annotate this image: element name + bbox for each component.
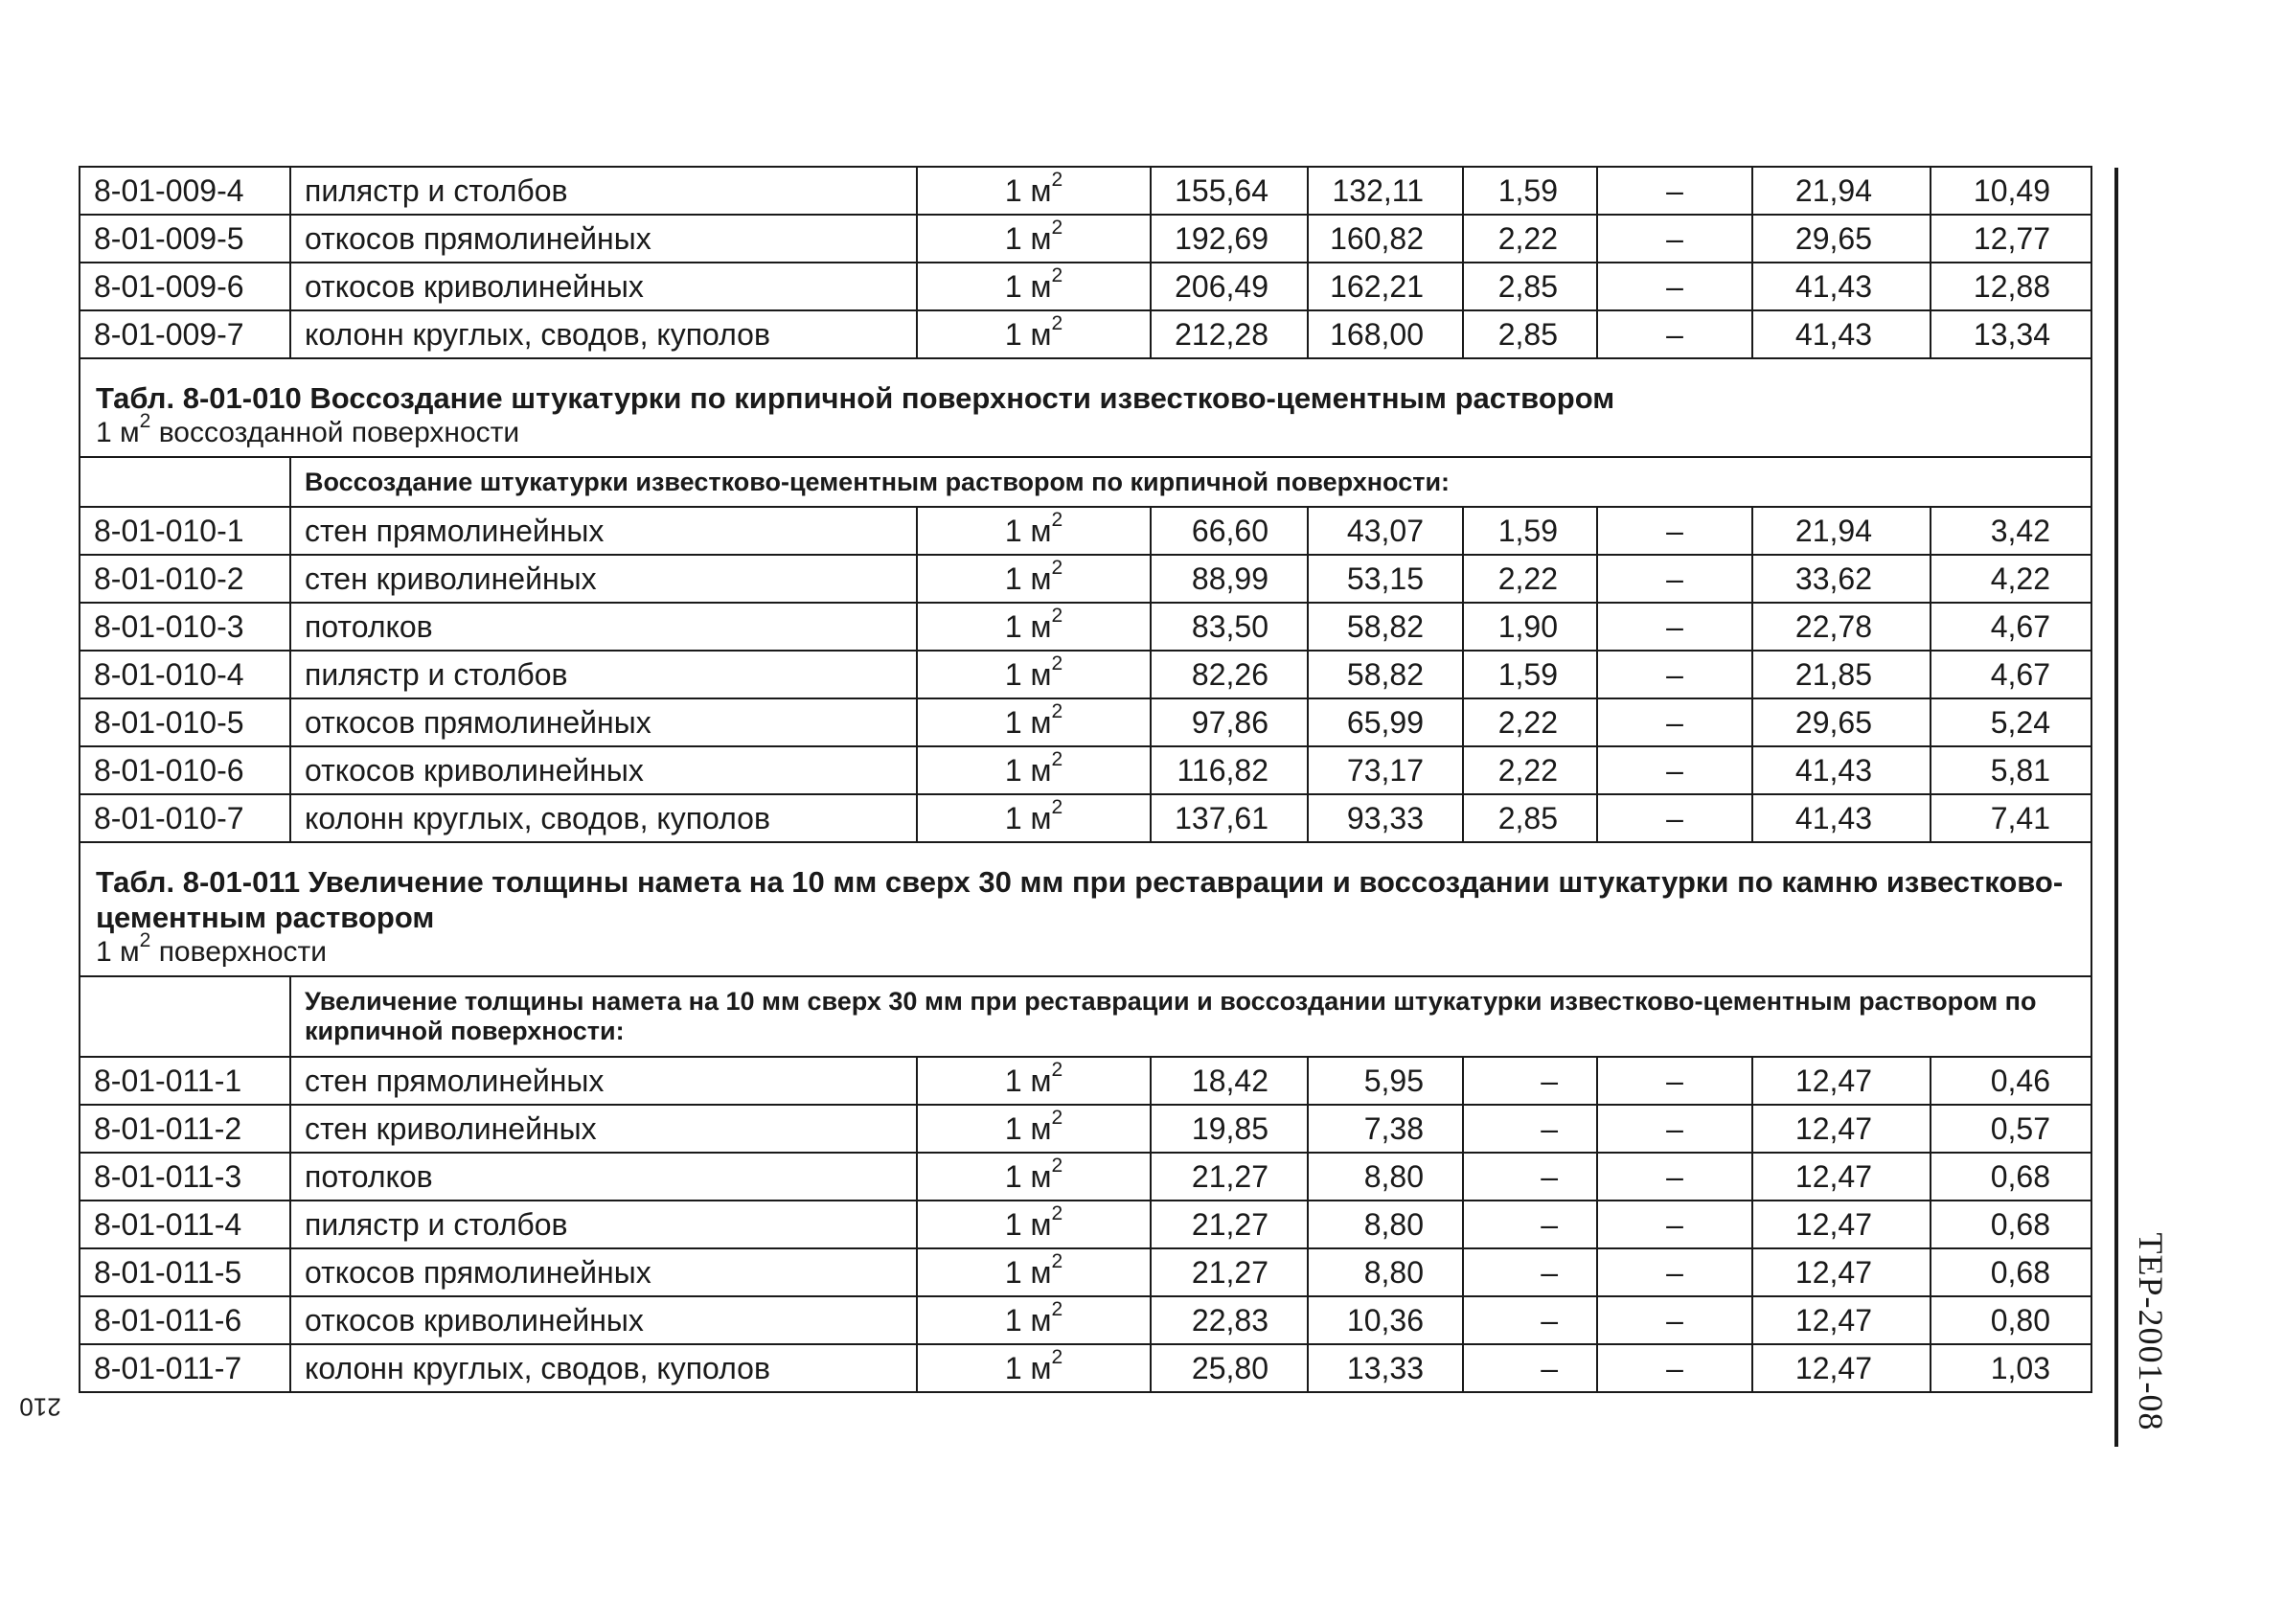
machine-cost: 2,85 (1463, 794, 1597, 842)
work-description: откосов прямолинейных (290, 1248, 917, 1296)
rate-code: 8-01-010-7 (80, 794, 290, 842)
machine-cost: 1,59 (1463, 167, 1597, 215)
machine-cost: 2,22 (1463, 698, 1597, 746)
machinist-labor-cost: – (1597, 1296, 1752, 1344)
labor-hours: 21,85 (1752, 651, 1931, 698)
machine-cost: 2,85 (1463, 263, 1597, 310)
unit-label: 1 м (1004, 221, 1052, 256)
labor-hours: 29,65 (1752, 698, 1931, 746)
labor-cost: 8,80 (1308, 1248, 1463, 1296)
labor-hours: 21,94 (1752, 167, 1931, 215)
labor-hours: 12,47 (1752, 1344, 1931, 1392)
unit-power: 2 (1051, 605, 1063, 628)
table-unit (96, 410, 2073, 450)
labor-cost: 5,95 (1308, 1057, 1463, 1105)
unit-cell (917, 310, 1151, 358)
direct-cost: 82,26 (1151, 651, 1308, 698)
work-description: стен криволинейных (290, 1105, 917, 1153)
unit-power: 2 (1051, 1059, 1063, 1082)
unit-power: 2 (1051, 312, 1063, 335)
work-description: откосов криволинейных (290, 263, 917, 310)
section-heading: Увеличение толщины намета на 10 мм сверх 30 мм при реставрации и воссоздании штукатурки известково-цементным раствором по кирпичной поверхности: (290, 976, 2091, 1057)
labor-hours: 12,47 (1752, 1201, 1931, 1248)
materials-cost: 0,68 (1931, 1153, 2091, 1201)
machinist-labor-cost: – (1597, 1344, 1752, 1392)
table-title: Табл. 8-01-010 Воссоздание штукатурки по кирпичной поверхности известково-цементным раствором (96, 381, 1615, 415)
materials-cost: 5,81 (1931, 746, 2091, 794)
work-description: потолков (290, 603, 917, 651)
work-description: откосов криволинейных (290, 746, 917, 794)
direct-cost: 21,27 (1151, 1201, 1308, 1248)
unit-label: 1 м (1004, 514, 1052, 548)
table-row (80, 1248, 2091, 1296)
table-row (80, 698, 2091, 746)
rate-code: 8-01-011-3 (80, 1153, 290, 1201)
unit-cell (917, 507, 1151, 555)
table-row (80, 167, 2091, 215)
labor-cost: 160,82 (1308, 215, 1463, 263)
work-description: откосов криволинейных (290, 1296, 917, 1344)
unit-label: 1 м (1004, 657, 1052, 692)
machine-cost: – (1463, 1248, 1597, 1296)
unit-cell (917, 1201, 1151, 1248)
machine-cost: 2,85 (1463, 310, 1597, 358)
table-row (80, 1105, 2091, 1153)
table-title: Табл. 8-01-011 Увеличение толщины намета на 10 мм сверх 30 мм при реставрации и воссоздании штукатурки по камню известково-цементным раствором (96, 865, 2064, 934)
machine-cost: 1,59 (1463, 507, 1597, 555)
direct-cost: 206,49 (1151, 263, 1308, 310)
unit-label: 1 м (1004, 753, 1052, 788)
materials-cost: 0,80 (1931, 1296, 2091, 1344)
unit-label: 1 м (96, 417, 140, 448)
table-row (80, 603, 2091, 651)
work-description: колонн круглых, сводов, куполов (290, 1344, 917, 1392)
margin-rule (2114, 168, 2118, 1447)
labor-hours: 33,62 (1752, 555, 1931, 603)
labor-cost: 93,33 (1308, 794, 1463, 842)
work-description: стен прямолинейных (290, 1057, 917, 1105)
direct-cost: 137,61 (1151, 794, 1308, 842)
rate-code: 8-01-010-5 (80, 698, 290, 746)
direct-cost: 25,80 (1151, 1344, 1308, 1392)
table-row (80, 1153, 2091, 1201)
unit-cell (917, 746, 1151, 794)
labor-hours: 12,47 (1752, 1105, 1931, 1153)
direct-cost: 66,60 (1151, 507, 1308, 555)
table-row (80, 310, 2091, 358)
unit-power: 2 (1051, 748, 1063, 771)
materials-cost: 3,42 (1931, 507, 2091, 555)
labor-cost: 73,17 (1308, 746, 1463, 794)
unit-label: 1 м (1004, 1303, 1052, 1338)
rates-table-body (80, 167, 2091, 1392)
direct-cost: 21,27 (1151, 1248, 1308, 1296)
direct-cost: 22,83 (1151, 1296, 1308, 1344)
unit-cell (917, 794, 1151, 842)
section-code-cell (80, 457, 290, 507)
machinist-labor-cost: – (1597, 215, 1752, 263)
materials-cost: 5,24 (1931, 698, 2091, 746)
direct-cost: 97,86 (1151, 698, 1308, 746)
machinist-labor-cost: – (1597, 263, 1752, 310)
rate-code: 8-01-010-6 (80, 746, 290, 794)
unit-power: 2 (1051, 169, 1063, 192)
work-description: колонн круглых, сводов, куполов (290, 310, 917, 358)
rates-table (79, 166, 2092, 1393)
unit-label: 1 м (1004, 1207, 1052, 1242)
unit-label: 1 м (1004, 609, 1052, 644)
machinist-labor-cost: – (1597, 1248, 1752, 1296)
rate-code: 8-01-011-4 (80, 1201, 290, 1248)
table-title-cell (80, 842, 2091, 976)
materials-cost: 12,88 (1931, 263, 2091, 310)
direct-cost: 155,64 (1151, 167, 1308, 215)
table-title-row (80, 842, 2091, 976)
unit-power: 2 (1051, 796, 1063, 819)
labor-hours: 12,47 (1752, 1296, 1931, 1344)
unit-power: 2 (1051, 1107, 1063, 1130)
materials-cost: 13,34 (1931, 310, 2091, 358)
labor-cost: 58,82 (1308, 603, 1463, 651)
table-row (80, 1057, 2091, 1105)
rate-code: 8-01-009-6 (80, 263, 290, 310)
materials-cost: 0,46 (1931, 1057, 2091, 1105)
machine-cost: – (1463, 1105, 1597, 1153)
unit-cell (917, 1057, 1151, 1105)
labor-cost: 162,21 (1308, 263, 1463, 310)
rate-code: 8-01-011-6 (80, 1296, 290, 1344)
unit-power: 2 (1051, 264, 1063, 287)
table-row (80, 507, 2091, 555)
unit-text: поверхности (158, 936, 327, 968)
labor-cost: 53,15 (1308, 555, 1463, 603)
labor-hours: 12,47 (1752, 1153, 1931, 1201)
rate-code: 8-01-010-2 (80, 555, 290, 603)
machinist-labor-cost: – (1597, 651, 1752, 698)
section-header-row (80, 976, 2091, 1057)
unit-cell (917, 555, 1151, 603)
labor-hours: 12,47 (1752, 1248, 1931, 1296)
direct-cost: 212,28 (1151, 310, 1308, 358)
unit-label: 1 м (1004, 1064, 1052, 1098)
section-header-row (80, 457, 2091, 507)
unit-label: 1 м (1004, 1351, 1052, 1385)
machine-cost: – (1463, 1201, 1597, 1248)
table-row (80, 1201, 2091, 1248)
labor-cost: 132,11 (1308, 167, 1463, 215)
unit-power: 2 (1051, 1155, 1063, 1178)
machinist-labor-cost: – (1597, 1057, 1752, 1105)
labor-hours: 12,47 (1752, 1057, 1931, 1105)
labor-cost: 10,36 (1308, 1296, 1463, 1344)
labor-hours: 21,94 (1752, 507, 1931, 555)
machine-cost: 2,22 (1463, 746, 1597, 794)
unit-cell (917, 215, 1151, 263)
machine-cost: – (1463, 1153, 1597, 1201)
page-number: 210 (19, 1392, 61, 1422)
rate-code: 8-01-009-5 (80, 215, 290, 263)
rate-code: 8-01-011-5 (80, 1248, 290, 1296)
rate-code: 8-01-010-1 (80, 507, 290, 555)
unit-power: 2 (1051, 509, 1063, 532)
table-title-row (80, 358, 2091, 457)
unit-power: 2 (1051, 1250, 1063, 1273)
labor-hours: 22,78 (1752, 603, 1931, 651)
labor-cost: 7,38 (1308, 1105, 1463, 1153)
unit-power: 2 (139, 929, 151, 951)
unit-label: 1 м (1004, 561, 1052, 596)
labor-cost: 13,33 (1308, 1344, 1463, 1392)
work-description: пилястр и столбов (290, 651, 917, 698)
machinist-labor-cost: – (1597, 310, 1752, 358)
materials-cost: 12,77 (1931, 215, 2091, 263)
unit-cell (917, 1296, 1151, 1344)
materials-cost: 4,22 (1931, 555, 2091, 603)
labor-hours: 41,43 (1752, 263, 1931, 310)
unit-label: 1 м (1004, 801, 1052, 835)
unit-cell (917, 1248, 1151, 1296)
machinist-labor-cost: – (1597, 1201, 1752, 1248)
machinist-labor-cost: – (1597, 698, 1752, 746)
table-unit (96, 929, 2073, 970)
table-row (80, 555, 2091, 603)
unit-label: 1 м (96, 936, 140, 968)
materials-cost: 1,03 (1931, 1344, 2091, 1392)
unit-label: 1 м (1004, 1159, 1052, 1194)
machine-cost: 1,59 (1463, 651, 1597, 698)
work-description: колонн круглых, сводов, куполов (290, 794, 917, 842)
unit-label: 1 м (1004, 317, 1052, 352)
rate-code: 8-01-011-7 (80, 1344, 290, 1392)
materials-cost: 10,49 (1931, 167, 2091, 215)
rate-code: 8-01-011-2 (80, 1105, 290, 1153)
table-row (80, 746, 2091, 794)
unit-label: 1 м (1004, 173, 1052, 208)
unit-cell (917, 263, 1151, 310)
table-row (80, 263, 2091, 310)
machine-cost: – (1463, 1296, 1597, 1344)
machine-cost: 2,22 (1463, 215, 1597, 263)
unit-cell (917, 167, 1151, 215)
table-row (80, 1344, 2091, 1392)
unit-power: 2 (1051, 700, 1063, 723)
table-row (80, 1296, 2091, 1344)
rate-code: 8-01-010-4 (80, 651, 290, 698)
table-title-cell (80, 358, 2091, 457)
work-description: пилястр и столбов (290, 167, 917, 215)
table-row (80, 794, 2091, 842)
unit-power: 2 (139, 410, 151, 432)
unit-label: 1 м (1004, 269, 1052, 304)
work-description: пилястр и столбов (290, 1201, 917, 1248)
unit-power: 2 (1051, 217, 1063, 240)
unit-power: 2 (1051, 1202, 1063, 1225)
labor-hours: 41,43 (1752, 310, 1931, 358)
work-description: откосов прямолинейных (290, 698, 917, 746)
direct-cost: 18,42 (1151, 1057, 1308, 1105)
rate-code: 8-01-010-3 (80, 603, 290, 651)
labor-hours: 41,43 (1752, 794, 1931, 842)
table-row (80, 215, 2091, 263)
machinist-labor-cost: – (1597, 1105, 1752, 1153)
direct-cost: 83,50 (1151, 603, 1308, 651)
rate-code: 8-01-009-7 (80, 310, 290, 358)
machinist-labor-cost: – (1597, 794, 1752, 842)
unit-label: 1 м (1004, 1255, 1052, 1290)
unit-cell (917, 698, 1151, 746)
labor-cost: 168,00 (1308, 310, 1463, 358)
unit-cell (917, 1153, 1151, 1201)
work-description: стен криволинейных (290, 555, 917, 603)
machine-cost: 2,22 (1463, 555, 1597, 603)
rate-code: 8-01-009-4 (80, 167, 290, 215)
direct-cost: 116,82 (1151, 746, 1308, 794)
unit-cell (917, 1344, 1151, 1392)
labor-cost: 65,99 (1308, 698, 1463, 746)
machinist-labor-cost: – (1597, 167, 1752, 215)
machine-cost: – (1463, 1344, 1597, 1392)
unit-power: 2 (1051, 557, 1063, 580)
materials-cost: 0,57 (1931, 1105, 2091, 1153)
labor-cost: 58,82 (1308, 651, 1463, 698)
unit-cell (917, 651, 1151, 698)
work-description: стен прямолинейных (290, 507, 917, 555)
unit-label: 1 м (1004, 705, 1052, 740)
section-code-cell (80, 976, 290, 1057)
unit-power: 2 (1051, 652, 1063, 675)
unit-power: 2 (1051, 1298, 1063, 1321)
machinist-labor-cost: – (1597, 507, 1752, 555)
direct-cost: 19,85 (1151, 1105, 1308, 1153)
machinist-labor-cost: – (1597, 603, 1752, 651)
unit-label: 1 м (1004, 1111, 1052, 1146)
unit-cell (917, 603, 1151, 651)
labor-hours: 41,43 (1752, 746, 1931, 794)
labor-hours: 29,65 (1752, 215, 1931, 263)
rate-code: 8-01-011-1 (80, 1057, 290, 1105)
unit-text: воссозданной поверхности (158, 417, 520, 448)
materials-cost: 4,67 (1931, 603, 2091, 651)
section-heading: Воссоздание штукатурки известково-цементным раствором по кирпичной поверхности: (290, 457, 2091, 507)
table-row (80, 651, 2091, 698)
labor-cost: 8,80 (1308, 1153, 1463, 1201)
materials-cost: 7,41 (1931, 794, 2091, 842)
direct-cost: 192,69 (1151, 215, 1308, 263)
materials-cost: 4,67 (1931, 651, 2091, 698)
unit-cell (917, 1105, 1151, 1153)
machine-cost: – (1463, 1057, 1597, 1105)
labor-cost: 43,07 (1308, 507, 1463, 555)
direct-cost: 21,27 (1151, 1153, 1308, 1201)
labor-cost: 8,80 (1308, 1201, 1463, 1248)
direct-cost: 88,99 (1151, 555, 1308, 603)
work-description: потолков (290, 1153, 917, 1201)
document-code: ТЕР-2001-08 (2132, 1232, 2170, 1431)
machinist-labor-cost: – (1597, 1153, 1752, 1201)
machinist-labor-cost: – (1597, 555, 1752, 603)
work-description: откосов прямолинейных (290, 215, 917, 263)
materials-cost: 0,68 (1931, 1248, 2091, 1296)
materials-cost: 0,68 (1931, 1201, 2091, 1248)
machine-cost: 1,90 (1463, 603, 1597, 651)
unit-power: 2 (1051, 1346, 1063, 1369)
machinist-labor-cost: – (1597, 746, 1752, 794)
